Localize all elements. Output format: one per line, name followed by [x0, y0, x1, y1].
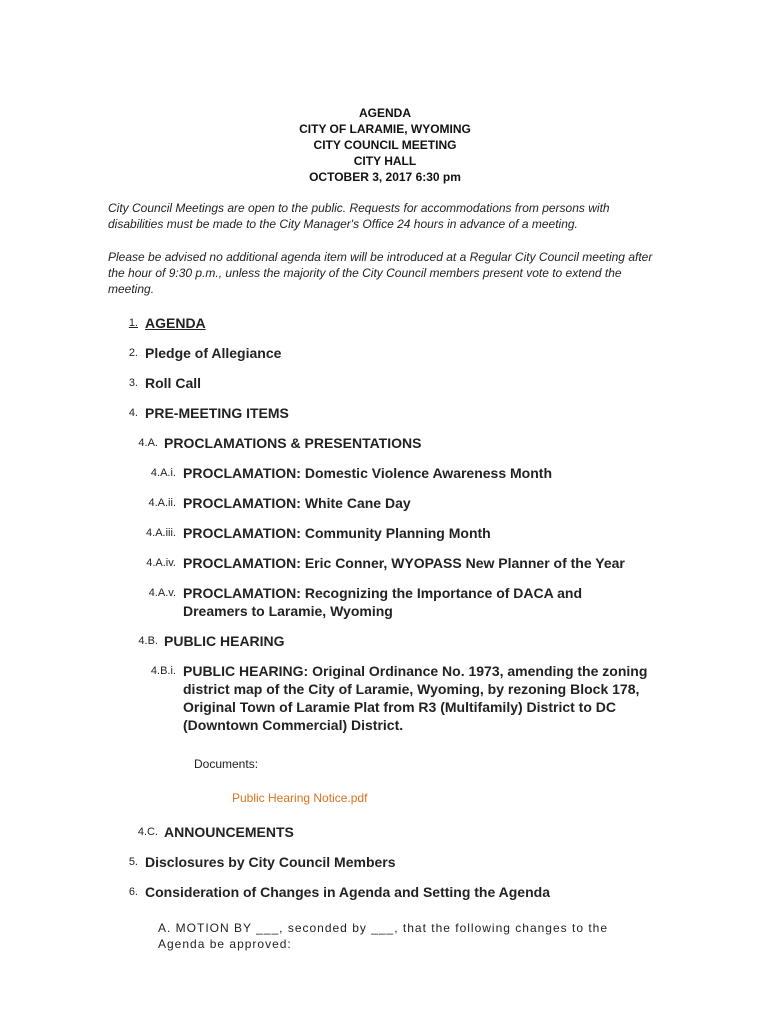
- item-label: AGENDA: [145, 315, 206, 331]
- intro-time-limit: Please be advised no additional agenda item will be introduced at a Regular City Council meeting after the hour of 9:30 p.m., unless the majority of the City Council members present vote to extend the meeting.: [108, 250, 653, 296]
- item-number: 4.B.: [138, 635, 158, 647]
- header-date: OCTOBER 3, 2017 6:30 pm: [309, 170, 461, 184]
- item-label-line1: PROCLAMATION: Recognizing the Importance of DACA and: [183, 585, 582, 601]
- item-label-line3: Original Town of Laramie Plat from R3 (Multifamily) District to DC: [183, 699, 617, 715]
- item-label: PROCLAMATION: Eric Conner, WYOPASS New Planner of the Year: [183, 555, 625, 571]
- item-number: 4.A.v.: [148, 587, 176, 599]
- header-meeting: CITY COUNCIL MEETING: [313, 138, 457, 152]
- item-number: 1.: [128, 317, 138, 329]
- item-label: PROCLAMATION: Community Planning Month: [183, 525, 491, 541]
- header-title: AGENDA: [358, 106, 411, 120]
- item-label: PROCLAMATION: Domestic Violence Awareness Month: [183, 465, 552, 481]
- item-label: PROCLAMATION: White Cane Day: [183, 495, 411, 511]
- item-number: 4.A.iii.: [146, 527, 176, 539]
- intro-accommodations: City Council Meetings are open to the public. Requests for accommodations from persons with disabilities must be made to the City Manager's Office 24 hours in advance of a meeting.: [108, 201, 610, 231]
- header-location: CITY HALL: [353, 154, 417, 168]
- item-label: PROCLAMATIONS & PRESENTATIONS: [164, 435, 422, 451]
- item-label: Roll Call: [145, 375, 202, 391]
- item-label: Disclosures by City Council Members: [145, 854, 396, 870]
- motion-text: [158, 920, 628, 952]
- item-number: 5.: [128, 856, 138, 868]
- item-number: 4.A.: [138, 437, 158, 449]
- documents-label: Documents:: [194, 757, 259, 771]
- item-number: 2.: [128, 347, 138, 359]
- item-number: 4.A.iv.: [146, 557, 176, 569]
- item-number: 4.A.i.: [150, 467, 176, 479]
- item-label: ANNOUNCEMENTS: [164, 824, 294, 840]
- item-label-line2: district map of the City of Laramie, Wyoming, by rezoning Block 178,: [183, 681, 640, 697]
- item-label: Consideration of Changes in Agenda and Setting the Agenda: [145, 884, 550, 900]
- item-label-line1: PUBLIC HEARING: Original Ordinance No. 1973, amending the zoning: [183, 663, 648, 679]
- motion-line1: A. MOTION BY ___, seconded by ___, that the following changes to the: [158, 921, 609, 935]
- item-number: 3.: [128, 377, 138, 389]
- motion-line2: Agenda be approved:: [158, 937, 292, 951]
- item-label-line4: (Downtown Commercial) District.: [183, 717, 404, 733]
- public-hearing-notice-link[interactable]: Public Hearing Notice.pdf: [232, 791, 368, 805]
- item-number: 4.C.: [137, 826, 158, 838]
- header-city: CITY OF LARAMIE, WYOMING: [299, 122, 471, 136]
- item-number: 4.: [128, 407, 138, 419]
- item-number: 6.: [128, 886, 138, 898]
- item-label: Pledge of Allegiance: [145, 345, 282, 361]
- agenda-header: [0, 105, 770, 185]
- item-label: PUBLIC HEARING: [164, 633, 285, 649]
- item-label: PRE-MEETING ITEMS: [145, 405, 289, 421]
- item-number: 4.B.i.: [150, 665, 176, 677]
- item-label-line2: Dreamers to Laramie, Wyoming: [183, 603, 393, 619]
- item-number: 4.A.ii.: [148, 497, 176, 509]
